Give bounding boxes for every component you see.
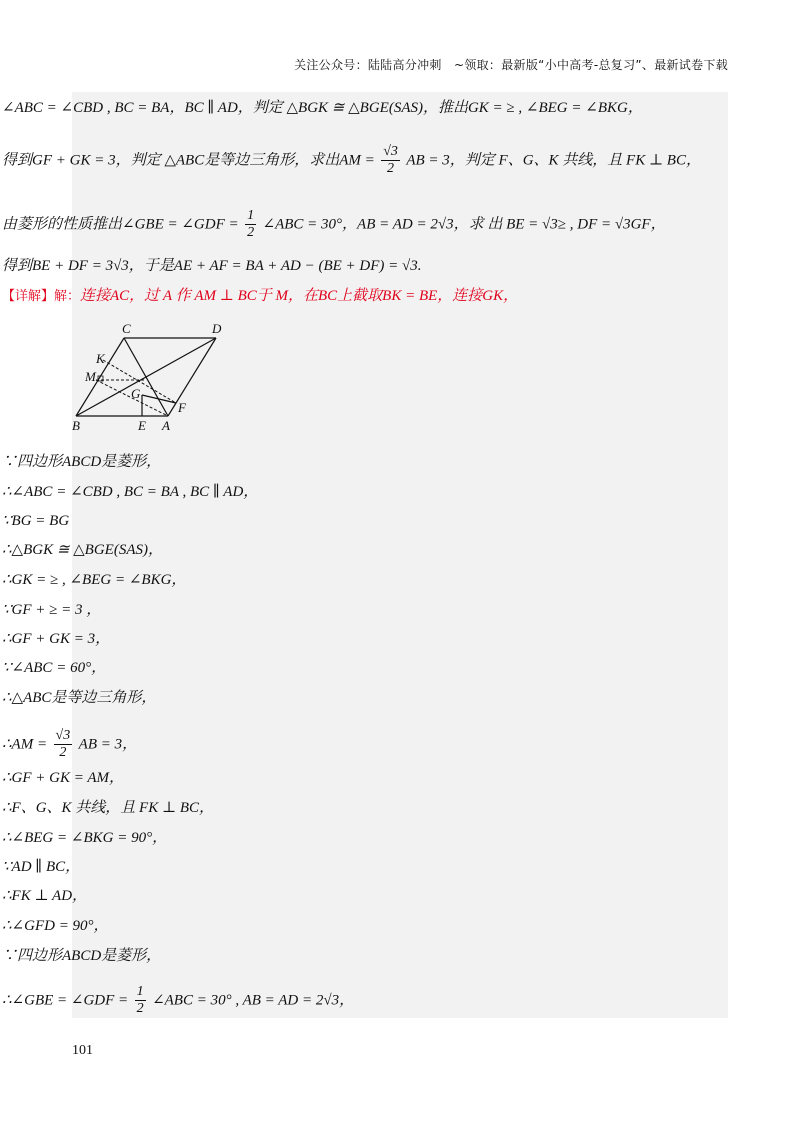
fraction-denominator: 2 (247, 225, 255, 240)
proof-line-15: ∴FK ⊥ AD， (2, 888, 88, 904)
proof-line-16: ∴∠GFD = 90°， (2, 918, 109, 934)
proof-line-18-post: ∠ABC = 30° , AB = AD = 2√3， (152, 992, 355, 1009)
label-c: C (122, 321, 131, 336)
analysis-line-1: ∠ABC = ∠CBD , BC = BA，BC ∥ AD，判定 △BGK ≅ △BGE(SAS)，推出GK = ≥ , ∠BEG = ∠BKG， (2, 100, 643, 116)
fraction-numerator: √3 (383, 144, 398, 159)
analysis-line-2 (2, 144, 798, 177)
proof-line-10 (2, 728, 798, 761)
segment-da (168, 338, 216, 416)
label-m: M (85, 369, 96, 384)
analysis-line-2-post: AB = 3，判定 F、G、K 共线，且 FK ⊥ BC， (406, 152, 701, 169)
proof-line-7: ∴GF + GK = 3， (2, 631, 111, 647)
analysis-line-4: 得到BE + DF = 3√3，于是AE + AF = BA + AD − (BE + DF) = √3. (2, 258, 422, 274)
fraction-one-half-proof (135, 984, 146, 1017)
label-b: B (72, 418, 80, 433)
proof-line-10-pre: ∴AM = (2, 736, 48, 753)
proof-line-4: ∴△BGK ≅ △BGE(SAS)， (2, 542, 163, 558)
analysis-line-3-post: ∠ABC = 30°，AB = AD = 2√3，求 出 BE = √3≥ , DF = √3GF， (262, 216, 666, 233)
fraction-denominator: 2 (387, 161, 395, 176)
fraction-one-half (245, 208, 256, 241)
proof-line-13: ∴∠BEG = ∠BKG = 90°， (2, 830, 168, 846)
fraction-numerator: 1 (247, 208, 255, 223)
label-e: E (138, 418, 146, 433)
detail-line (2, 286, 798, 307)
fraction-denominator: 2 (59, 745, 67, 760)
page-header: 关注公众号：陆陆高分冲刺 ~领取：最新版“小中高考-总复习”、最新试卷下载 (294, 58, 728, 72)
proof-line-10-post: AB = 3， (78, 736, 138, 753)
analysis-line-3-pre: 由菱形的性质推出∠GBE = ∠GDF = (2, 216, 239, 233)
label-d: D (212, 321, 222, 336)
proof-line-18 (2, 984, 798, 1017)
proof-line-3: ∵BG = BG (2, 513, 70, 529)
detail-label: 【详解】解： (2, 289, 81, 304)
proof-line-14: ∵AD ∥ BC， (2, 859, 81, 875)
proof-line-6: ∵GF + ≥ = 3 ， (2, 602, 102, 618)
label-a: A (162, 418, 170, 433)
proof-line-12: ∴F、G、K 共线，且 FK ⊥ BC， (2, 800, 214, 816)
proof-line-5: ∴GK = ≥ , ∠BEG = ∠BKG， (2, 572, 187, 588)
rhombus-figure (72, 318, 232, 438)
proof-line-9: ∴△ABC是等边三角形， (2, 690, 157, 706)
detail-text: 连接AC，过 A 作 AM ⊥ BC于 M，在BC上截取BK = BE，连接GK， (80, 288, 519, 304)
segment-gf (142, 395, 176, 403)
analysis-line-3 (2, 208, 798, 241)
proof-line-2: ∴∠ABC = ∠CBD , BC = BA , BC ∥ AD， (2, 484, 259, 500)
segment-bc (76, 338, 124, 416)
fraction-numerator: √3 (55, 728, 71, 743)
fraction-sqrt3-over-2 (381, 144, 400, 177)
label-k: K (96, 351, 105, 366)
proof-line-18-pre: ∴∠GBE = ∠GDF = (2, 992, 129, 1009)
proof-line-11: ∴GF + GK = AM， (2, 770, 125, 786)
proof-line-8: ∵∠ABC = 60°， (2, 660, 107, 676)
fraction-sqrt3-over-2-proof (54, 728, 73, 761)
label-g: G (131, 386, 141, 401)
fraction-denominator: 2 (136, 1001, 144, 1016)
fraction-numerator: 1 (136, 984, 144, 999)
proof-line-17: ∵四边形ABCD是菱形， (2, 948, 162, 964)
proof-line-1: ∵四边形ABCD是菱形， (2, 454, 162, 470)
label-f: F (178, 400, 186, 415)
analysis-line-2-pre: 得到GF + GK = 3，判定 △ABC是等边三角形，求出AM = (2, 152, 375, 169)
diagonal-ca (124, 338, 168, 416)
page-number: 101 (72, 1043, 93, 1058)
